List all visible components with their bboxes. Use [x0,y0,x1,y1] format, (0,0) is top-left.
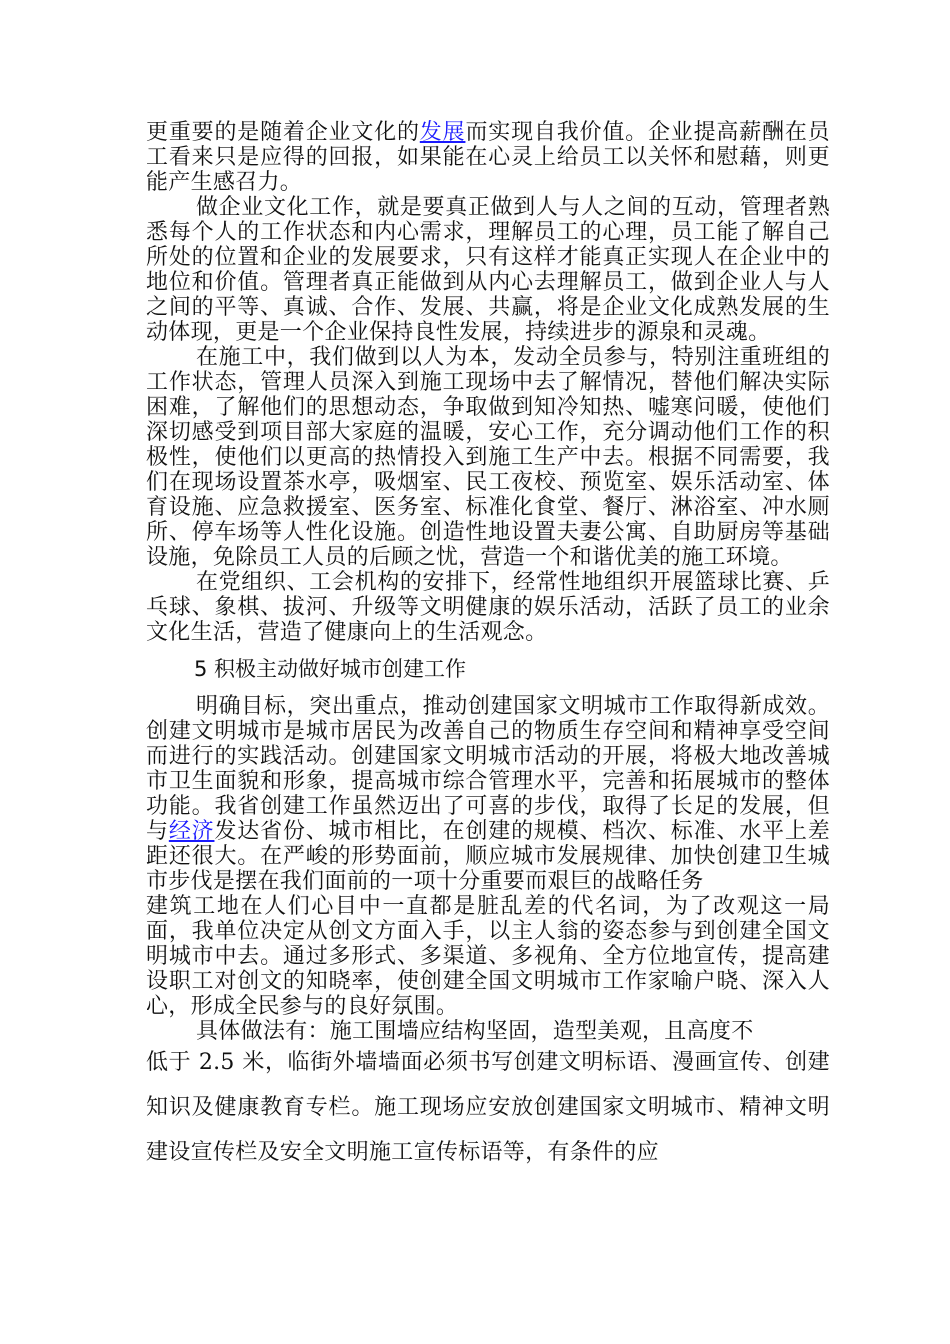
paragraph-1 [146,120,830,195]
paragraph-5 [146,694,830,894]
section-heading: 5 积极主动做好城市创建工作 [194,657,467,681]
paragraph-5-text-b: 发达省份、城市相比，在创建的规模、档次、标准、水平上差距还很大。在严峻的形势面前，顺应城市发展规律、加快创建卫生城市步伐是摆在我们面前的一项十分重要而艰巨的战略任务 [146,819,830,894]
paragraph-5-text-a: 明确目标，突出重点，推动创建国家文明城市工作取得新成效。创建文明城市是城市居民为改善自己的物质生存空间和精神享受空间而进行的实践活动。创建国家文明城市活动的开展，将极大地改善城市卫生面貌和形象，提高城市综合管理水平，完善和拓展城市的整体功能。我省创建工作虽然迈出了可喜的步伐，取得了长足的发展，但与 [146,694,830,844]
link-economy[interactable]: 经济 [168,819,215,844]
paragraph-4: 在党组织、工会机构的安排下，经常性地组织开展篮球比赛、乒乓球、象棋、拔河、升级等文明健康的娱乐活动，活跃了员工的业余文化生活，营造了健康向上的生活观念。 [146,570,830,645]
paragraph-1-text-b: 而实现自我价值。企业提高薪酬在员工看来只是应得的回报，如果能在心灵上给员工以关怀和慰藉，则更能产生感召力。 [146,120,830,195]
paragraph-3: 在施工中，我们做到以人为本，发动全员参与，特别注重班组的工作状态，管理人员深入到施工现场中去了解情况，替他们解决实际困难，了解他们的思想动态，争取做到知冷知热、嘘寒问暖，使他们深切感受到项目部大家庭的温暖，安心工作，充分调动他们工作的积极性，使他们以更高的热情投入到施工生产中去。根据不同需要，我们在现场设置茶水亭，吸烟室、民工夜校、预览室、娱乐活动室、体育设施、应急救援室、医务室、标准化食堂、餐厅、淋浴室、冲水厕所、停车场等人性化设施。创造性地设置夫妻公寓、自助厨房等基础设施，免除员工人员的后顾之忧，营造一个和谐优美的施工环境。 [146,345,830,570]
link-development[interactable]: 发展 [419,120,466,145]
document-page [146,120,830,1175]
paragraph-2: 做企业文化工作，就是要真正做到人与人之间的互动，管理者熟悉每个人的工作状态和内心需求，理解员工的心理，员工能了解自己所处的位置和企业的发展要求，只有这样才能真正实现人在企业中的地位和价值。管理者真正能做到从内心去理解员工，做到企业人与人之间的平等、真诚、合作、发展、共赢，将是企业文化成熟发展的生动体现，更是一个企业保持良性发展，持续进步的源泉和灵魂。 [146,195,830,345]
paragraph-7: 具体做法有：施工围墙应结构坚固，造型美观，且高度不 [196,1019,754,1044]
paragraph-1-text-a: 更重要的是随着企业文化的 [146,120,420,145]
paragraph-6: 建筑工地在人们心目中一直都是脏乱差的代名词，为了改观这一局面，我单位决定从创文方面入手，以主人翁的姿态参与到创建全国文明城市中去。通过多形式、多渠道、多视角、全方位地宣传，提高建设职工对创文的知晓率，使创建全国文明城市工作家喻户晓、深入人心，形成全民参与的良好氛围。 [146,894,830,1019]
paragraph-8: 低于 2.5 米，临街外墙墙面必须书写创建文明标语、漫画宣传、创建知识及健康教育专栏。施工现场应安放创建国家文明城市、精神文明建设宣传栏及安全文明施工宣传标语等，有条件的应 [146,1050,830,1165]
